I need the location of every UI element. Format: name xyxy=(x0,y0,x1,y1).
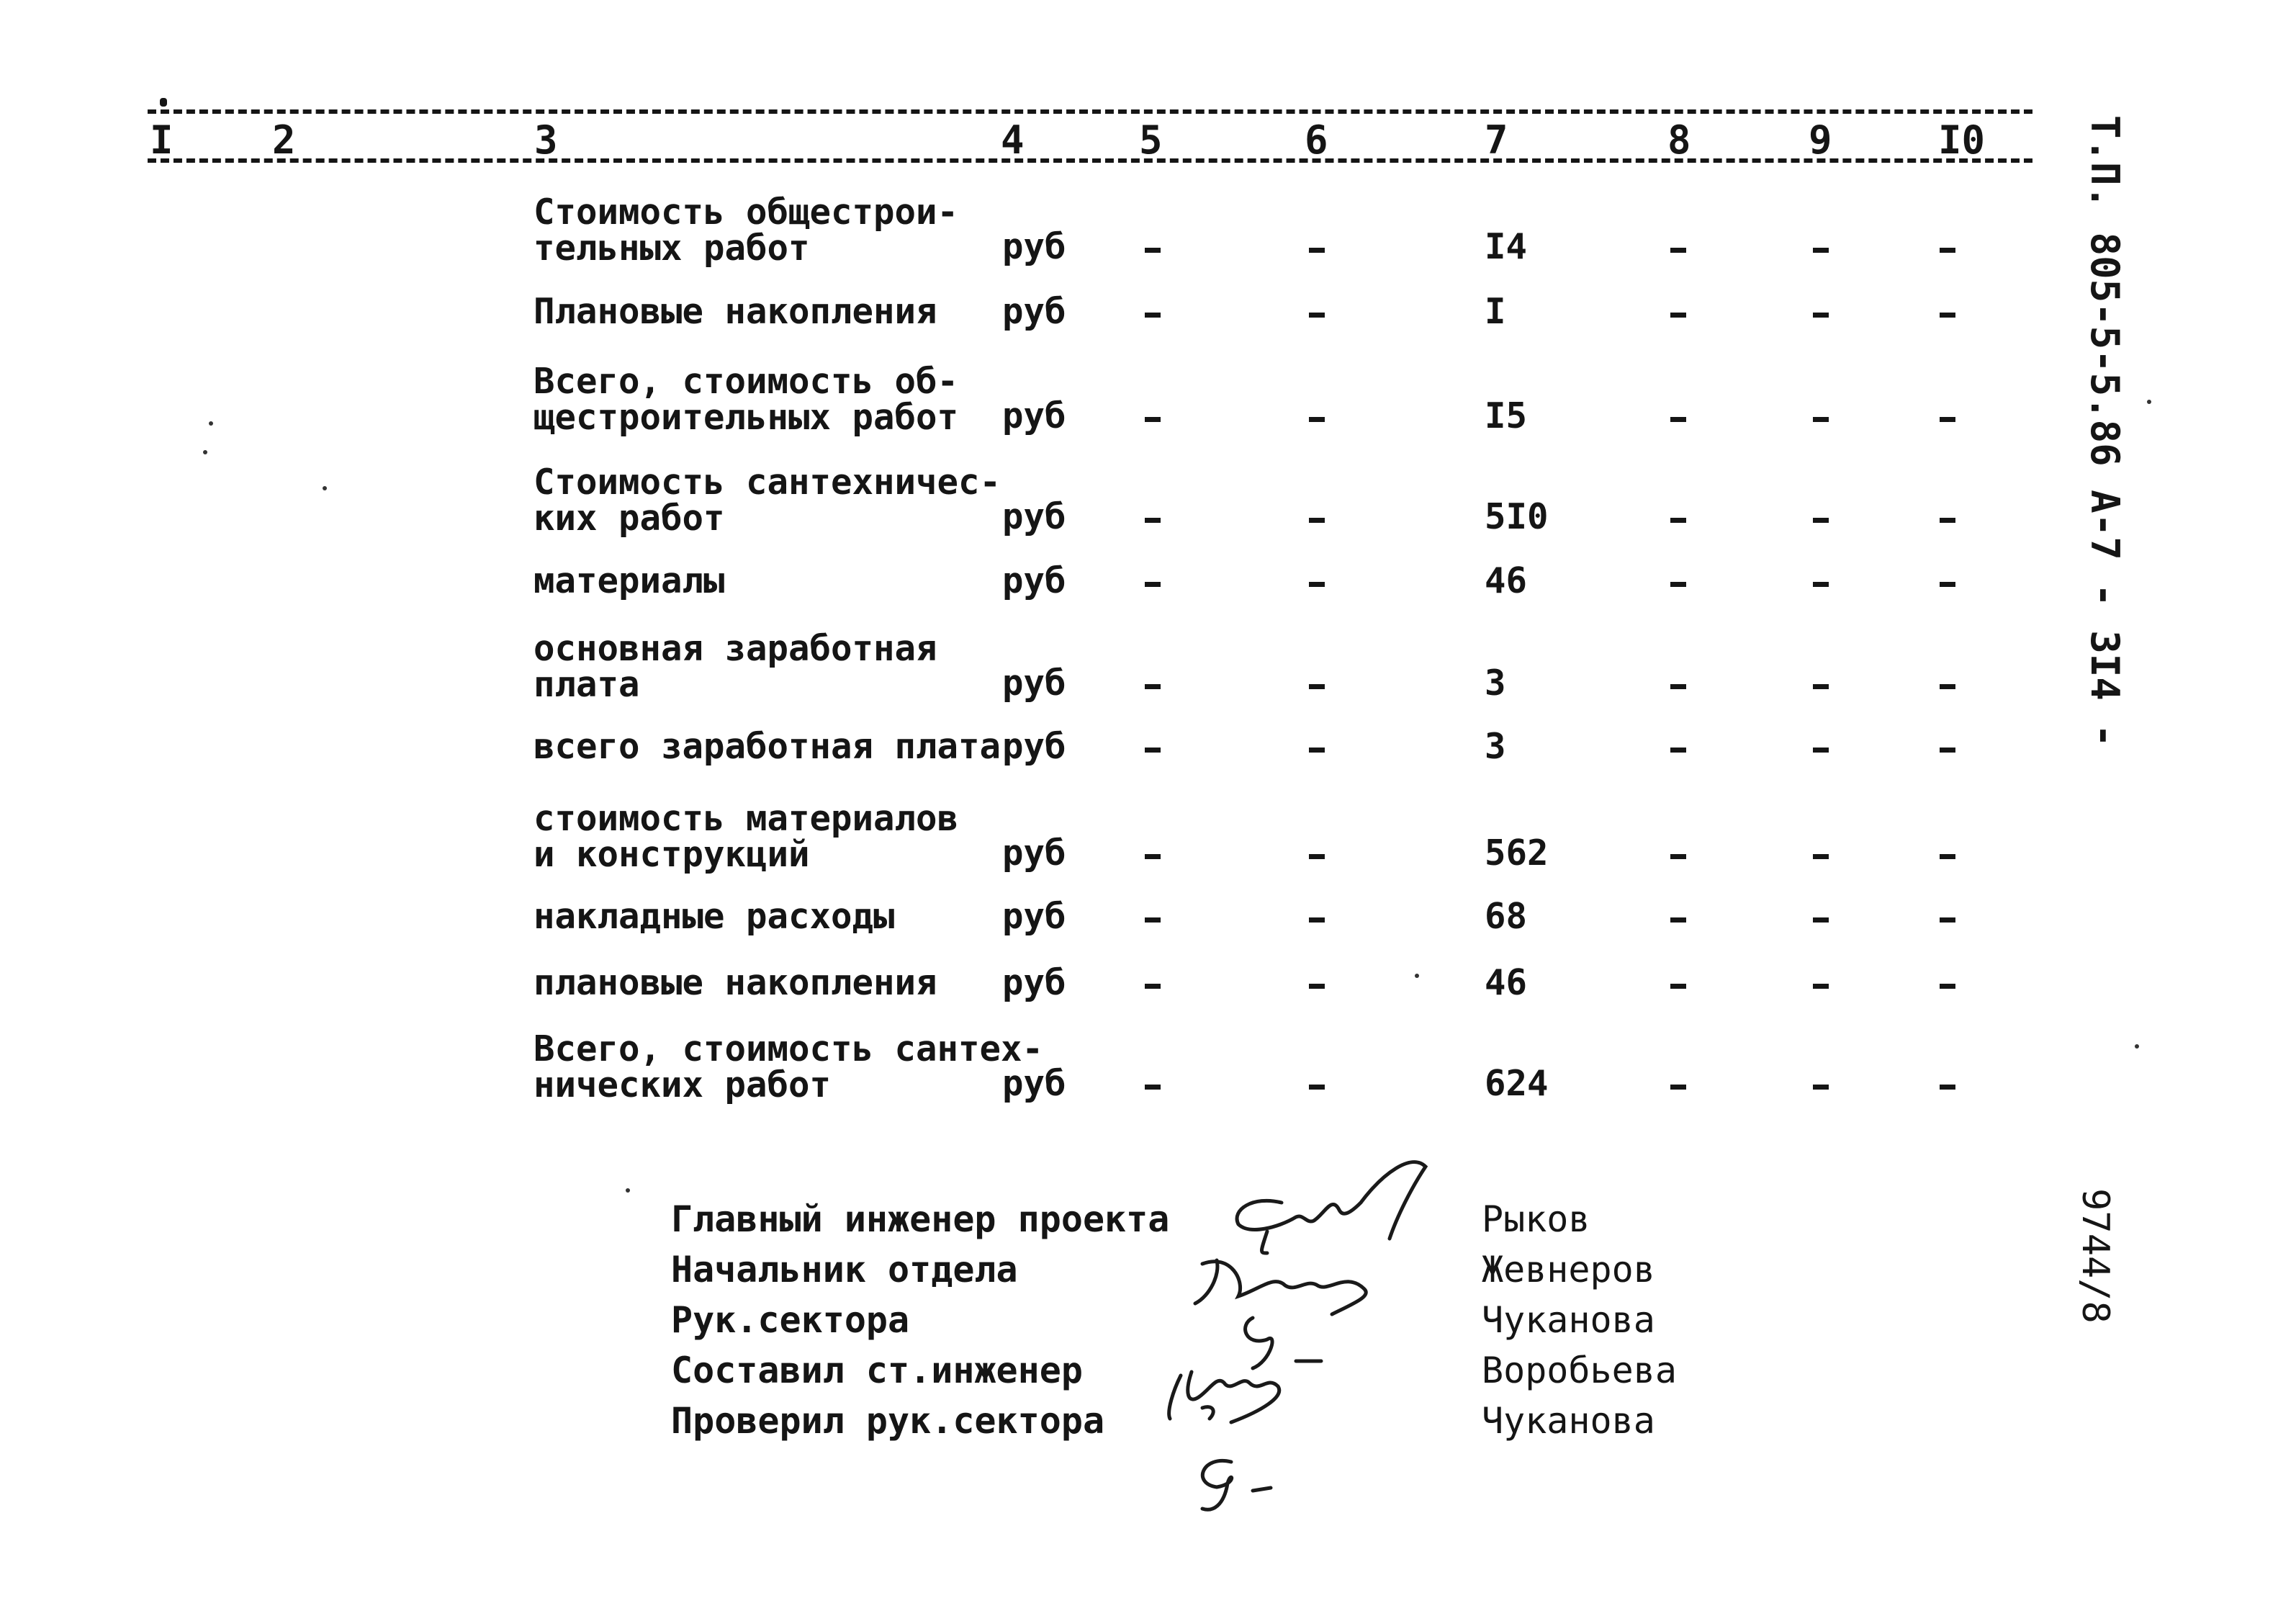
row-value-col7: I5 xyxy=(1485,395,1528,436)
row-name: накладные расходы xyxy=(534,896,895,937)
row-col5-dash xyxy=(1145,582,1161,587)
row-name: основная заработная плата xyxy=(534,628,937,705)
col-header-2: 2 xyxy=(272,117,296,163)
row-col9-dash xyxy=(1813,313,1829,318)
row-col6-dash xyxy=(1309,248,1325,253)
row-col6-dash xyxy=(1309,313,1325,318)
scan-speck xyxy=(1415,974,1419,978)
signature-role: Составил ст.инженер xyxy=(671,1350,1083,1391)
signature-role: Главный инженер проекта xyxy=(671,1198,1170,1240)
row-value-col7: I4 xyxy=(1485,226,1528,267)
row-col6-dash xyxy=(1309,518,1325,523)
row-col10-dash xyxy=(1940,518,1955,523)
row-col8-dash xyxy=(1670,684,1686,689)
row-name: стоимость материалов и конструкций xyxy=(534,798,959,875)
row-col8-dash xyxy=(1670,518,1686,523)
row-col9-dash xyxy=(1813,1085,1829,1090)
row-col10-dash xyxy=(1940,248,1955,253)
row-col10-dash xyxy=(1940,582,1955,587)
row-value-col7: 46 xyxy=(1485,962,1528,1003)
scan-speck xyxy=(203,450,207,454)
row-unit: руб xyxy=(1002,395,1066,436)
scan-speck xyxy=(626,1188,630,1193)
row-col10-dash xyxy=(1940,748,1955,753)
header-tick-mark xyxy=(160,98,167,107)
row-col5-dash xyxy=(1145,1085,1161,1090)
row-col9-dash xyxy=(1813,582,1829,587)
row-value-col7: I xyxy=(1485,291,1506,332)
row-value-col7: 46 xyxy=(1485,560,1528,601)
row-col5-dash xyxy=(1145,248,1161,253)
row-unit: руб xyxy=(1002,832,1066,874)
row-value-col7: 3 xyxy=(1485,663,1506,704)
signature-name: Чуканова xyxy=(1482,1299,1655,1341)
row-name: Стоимость общестрои- тельных работ xyxy=(534,192,959,269)
col-header-7: 7 xyxy=(1485,117,1508,163)
row-col5-dash xyxy=(1145,984,1161,989)
row-name: Всего, стоимость об- щестроительных работ xyxy=(534,361,959,438)
row-col6-dash xyxy=(1309,417,1325,422)
row-value-col7: 562 xyxy=(1485,832,1549,874)
col-header-8: 8 xyxy=(1667,117,1691,163)
row-col10-dash xyxy=(1940,417,1955,422)
col-header-6: 6 xyxy=(1305,117,1328,163)
header-top-rule xyxy=(148,109,2032,114)
row-col9-dash xyxy=(1813,984,1829,989)
scan-speck xyxy=(2147,400,2151,404)
col-header-9: 9 xyxy=(1809,117,1832,163)
row-value-col7: 5I0 xyxy=(1485,496,1549,537)
signature-role: Рук.сектора xyxy=(671,1299,910,1341)
row-col9-dash xyxy=(1813,248,1829,253)
row-name: Плановые накопления xyxy=(534,291,937,332)
row-unit: руб xyxy=(1002,560,1066,601)
row-col9-dash xyxy=(1813,748,1829,753)
row-col10-dash xyxy=(1940,984,1955,989)
signature-role: Начальник отдела xyxy=(671,1249,1018,1290)
row-col6-dash xyxy=(1309,854,1325,859)
row-col9-dash xyxy=(1813,917,1829,923)
row-col6-dash xyxy=(1309,984,1325,989)
row-col10-dash xyxy=(1940,854,1955,859)
row-value-col7: 68 xyxy=(1485,896,1528,937)
row-col8-dash xyxy=(1670,854,1686,859)
row-col8-dash xyxy=(1670,248,1686,253)
row-col6-dash xyxy=(1309,917,1325,923)
row-col5-dash xyxy=(1145,684,1161,689)
row-name: плановые накопления xyxy=(534,962,937,1003)
row-col8-dash xyxy=(1670,984,1686,989)
row-col10-dash xyxy=(1940,313,1955,318)
row-col9-dash xyxy=(1813,518,1829,523)
row-col6-dash xyxy=(1309,684,1325,689)
row-name: Стоимость сантехничес- ких работ xyxy=(534,462,1001,539)
row-col8-dash xyxy=(1670,1085,1686,1090)
scan-speck xyxy=(323,486,327,490)
row-name: всего заработная плата xyxy=(534,726,1001,767)
row-col6-dash xyxy=(1309,748,1325,753)
signature-name: Чуканова xyxy=(1482,1400,1655,1442)
signature-name: Воробьева xyxy=(1482,1350,1677,1391)
row-unit: руб xyxy=(1002,291,1066,332)
row-col9-dash xyxy=(1813,684,1829,689)
col-header-1: I xyxy=(150,117,174,163)
row-unit: руб xyxy=(1002,496,1066,537)
row-col8-dash xyxy=(1670,417,1686,422)
row-col6-dash xyxy=(1309,582,1325,587)
row-col5-dash xyxy=(1145,917,1161,923)
col-header-4: 4 xyxy=(1001,117,1025,163)
row-col8-dash xyxy=(1670,917,1686,923)
row-col5-dash xyxy=(1145,748,1161,753)
handwritten-signatures xyxy=(1123,1145,1454,1520)
row-col8-dash xyxy=(1670,313,1686,318)
header-bottom-rule xyxy=(148,158,2032,163)
row-col9-dash xyxy=(1813,417,1829,422)
row-unit: руб xyxy=(1002,726,1066,767)
row-col5-dash xyxy=(1145,854,1161,859)
scan-speck xyxy=(2135,1044,2139,1049)
scan-speck xyxy=(209,421,213,426)
row-value-col7: 624 xyxy=(1485,1063,1549,1104)
row-col8-dash xyxy=(1670,748,1686,753)
row-col5-dash xyxy=(1145,518,1161,523)
signature-name: Жевнеров xyxy=(1482,1249,1655,1290)
row-col5-dash xyxy=(1145,417,1161,422)
row-name: материалы xyxy=(534,560,725,601)
row-col10-dash xyxy=(1940,1085,1955,1090)
row-unit: руб xyxy=(1002,896,1066,937)
row-unit: руб xyxy=(1002,226,1066,267)
row-col5-dash xyxy=(1145,313,1161,318)
row-unit: руб xyxy=(1002,663,1066,704)
col-header-3: 3 xyxy=(534,117,558,163)
row-col10-dash xyxy=(1940,917,1955,923)
row-col8-dash xyxy=(1670,582,1686,587)
row-col6-dash xyxy=(1309,1085,1325,1090)
col-header-5: 5 xyxy=(1139,117,1163,163)
row-unit: руб xyxy=(1002,962,1066,1003)
row-col9-dash xyxy=(1813,854,1829,859)
row-value-col7: 3 xyxy=(1485,726,1506,767)
row-unit: руб xyxy=(1002,1063,1066,1104)
col-header-10: I0 xyxy=(1938,117,1986,163)
side-code: Т.П. 805-5-5.86 А-7 - 3I4 - xyxy=(2082,115,2128,748)
row-col10-dash xyxy=(1940,684,1955,689)
signature-role: Проверил рук.сектора xyxy=(671,1400,1105,1442)
signature-name: Рыков xyxy=(1482,1198,1590,1240)
row-name: Всего, стоимость сантех- нических работ xyxy=(534,1028,1044,1105)
archive-number: 9744/8 xyxy=(2074,1188,2117,1324)
